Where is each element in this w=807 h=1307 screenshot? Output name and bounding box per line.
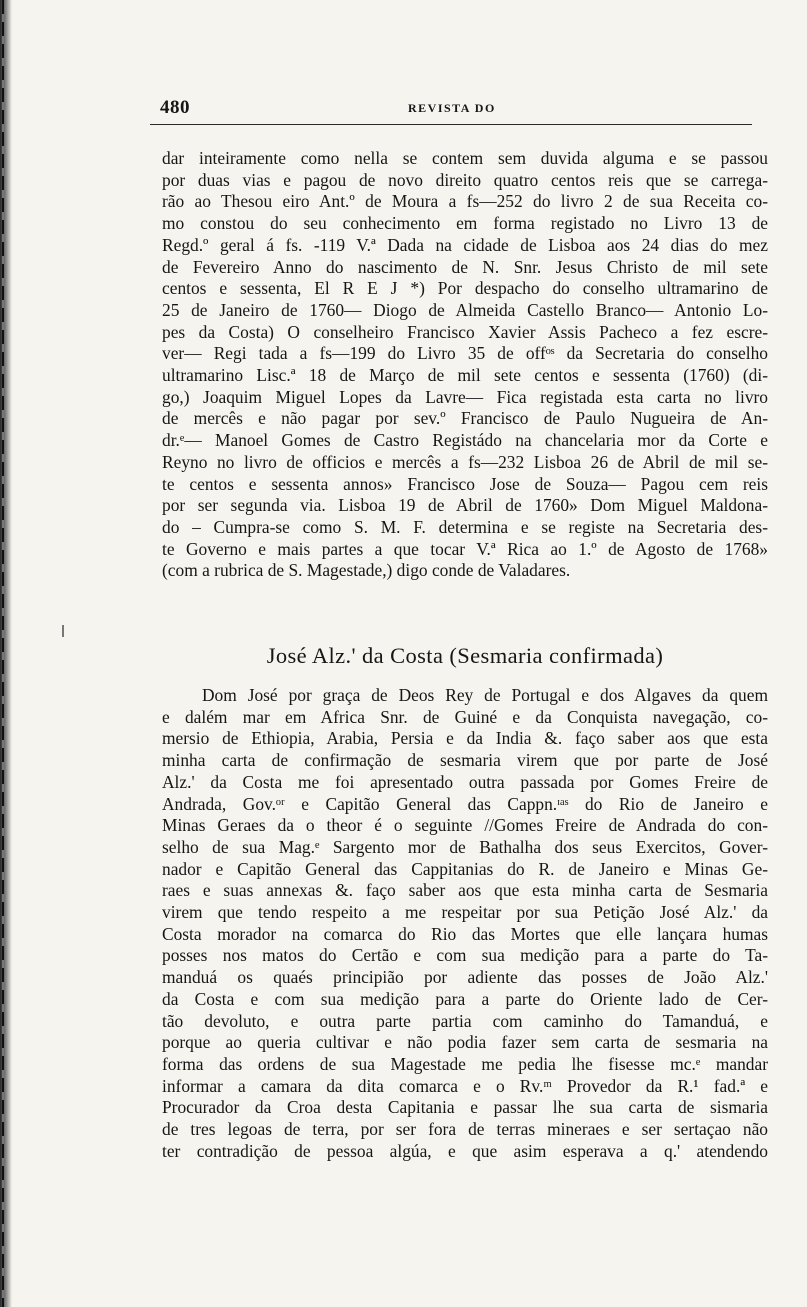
page-number: 480 bbox=[160, 97, 190, 118]
text-line: go,) Joaquim Miguel Lopes da Lavre— Fica registada esta carta no livro bbox=[162, 386, 768, 407]
text-line: (com a rubrica de S. Magestade,) digo conde de Valadares. bbox=[162, 560, 571, 581]
text-line: ver— Regi tada a fs—199 do Livro 35 de offᵒˢ da Secretaria do conselho bbox=[162, 343, 768, 364]
text-line: e dalém mar em Africa Snr. de Guiné e da Conquista navegação, co- bbox=[162, 706, 768, 727]
text-line: 25 de Janeiro de 1760— Diogo de Almeida Castello Branco— Antonio Lo- bbox=[162, 299, 768, 320]
text-line: Andrada, Gov.ᵒʳ e Capitão General das Cappn.ᶦᵃˢ do Rio de Janeiro e bbox=[162, 793, 768, 814]
text-line: pes da Costa) O conselheiro Francisco Xavier Assis Pacheco a fez escre- bbox=[162, 321, 768, 342]
text-line: Procurador da Croa desta Capitania e passar lhe sua carta de sismaria bbox=[162, 1097, 768, 1118]
text-line: forma das ordens de sua Magestade me pedia lhe fisesse mc.ᵉ mandar bbox=[162, 1053, 768, 1074]
text-line: ter contradição de pessoa algúa, e que asim esperava a q.' atendendo bbox=[162, 1140, 768, 1161]
text-line: te centos e sessenta annos» Francisco Jose de Souza— Pagou cem reis bbox=[162, 473, 768, 494]
text-line: por ser segunda via. Lisboa 19 de Abril de 1760» Dom Miguel Maldona- bbox=[162, 495, 768, 516]
text-line: Regd.º geral á fs. -119 V.ª Dada na cidade de Lisboa aos 24 dias do mez bbox=[162, 234, 768, 255]
text-line: dr.ᵉ— Manoel Gomes de Castro Registádo na chancelaria mor da Corte e bbox=[162, 430, 768, 451]
text-line: Reyno no livro de officios e mercês a fs—232 Lisboa 26 de Abril de mil se- bbox=[162, 451, 768, 472]
text-line: Minas Geraes da o theor é o seguinte //Gomes Freire de Andrada do con- bbox=[162, 815, 768, 836]
text-line: mersio de Ethiopia, Arabia, Persia e da India &. faço saber aos que esta bbox=[162, 728, 768, 749]
text-line: selho de sua Mag.ᵉ Sargento mor de Bathalha dos seus Exercitos, Gover- bbox=[162, 836, 768, 857]
section-title: José Alz.' da Costa (Sesmaria confirmada) bbox=[266, 643, 664, 668]
text-line: do – Cumpra-se como S. M. F. determina e se registe na Secretaria des- bbox=[162, 516, 768, 537]
text-line: da Costa e com sua medição para a parte do Oriente lado de Cer- bbox=[162, 988, 768, 1009]
text-line: manduá os quaés principião por adiente das posses de João Alz.' bbox=[162, 967, 768, 988]
text-line: virem que tendo respeito a me respeitar por sua Petição José Alz.' da bbox=[162, 902, 768, 923]
text-line: te Governo e mais partes a que tocar V.ª Rica ao 1.º de Agosto de 1768» bbox=[162, 538, 768, 559]
text-line: raes e suas annexas &. faço saber aos que esta minha carta de Sesmaria bbox=[162, 880, 768, 901]
book-binding-edge bbox=[0, 0, 12, 1307]
text-line: Costa morador na comarca do Rio das Mortes que elle lançara humas bbox=[162, 923, 768, 944]
text-line: centos e sessenta, El R E J *) Por despacho do conselho ultramarino de bbox=[162, 278, 768, 299]
text-line: ultramarino Lisc.ª 18 de Março de mil sete centos e sessenta (1760) (di- bbox=[162, 365, 768, 386]
header-rule bbox=[150, 124, 752, 125]
text-line: de Fevereiro Anno do nascimento de N. Snr. Jesus Christo de mil sete bbox=[162, 256, 768, 277]
text-line: rão ao Thesou eiro Ant.º de Moura a fs—252 do livro 2 de sua Receita co- bbox=[162, 191, 768, 212]
text-line: Alz.' da Costa me foi apresentado outra passada por Gomes Freire de bbox=[162, 771, 768, 792]
text-line: Dom José por graça de Deos Rey de Portugal e dos Algaves da quem bbox=[202, 685, 768, 705]
text-line: mo constou do seu conhecimento em forma registado no Livro 13 de bbox=[162, 213, 768, 234]
text-line: informar a camara da dita comarca e o Rv.ᵐ Provedor da R.¹ fad.ª e bbox=[162, 1075, 768, 1096]
continuation-paragraph bbox=[162, 148, 768, 582]
margin-mark bbox=[62, 625, 64, 637]
text-line: nador e Capitão General das Cappitanias do R. de Janeiro e Minas Ge- bbox=[162, 858, 768, 879]
text-line: posses nos matos do Certão e com sua medição para a parte do Ta- bbox=[162, 945, 768, 966]
text-line: minha carta de confirmação de sesmaria virem que por parte de José bbox=[162, 750, 768, 771]
text-line: dar inteiramente como nella se contem sem duvida alguma e se passou bbox=[162, 148, 768, 168]
text-line: de mercês e não pagar por sev.º Francisco de Paulo Nugueira de An- bbox=[162, 408, 768, 429]
running-head: REVISTA DO bbox=[408, 101, 496, 115]
text-line: porque ao queria cultivar e não podia fazer sem carta de sesmaria na bbox=[162, 1032, 768, 1053]
sesmaria-paragraph bbox=[162, 685, 768, 1162]
text-line: por duas vias e pagou de novo direito quatro centos reis que se carrega- bbox=[162, 169, 768, 190]
page-header bbox=[160, 97, 750, 119]
text-line: de tres legoas de terra, por ser fora de terras mineraes e ser sertaçao não bbox=[162, 1119, 768, 1140]
text-line: tão devoluto, e outra parte partia com caminho do Tamanduá, e bbox=[162, 1010, 768, 1031]
